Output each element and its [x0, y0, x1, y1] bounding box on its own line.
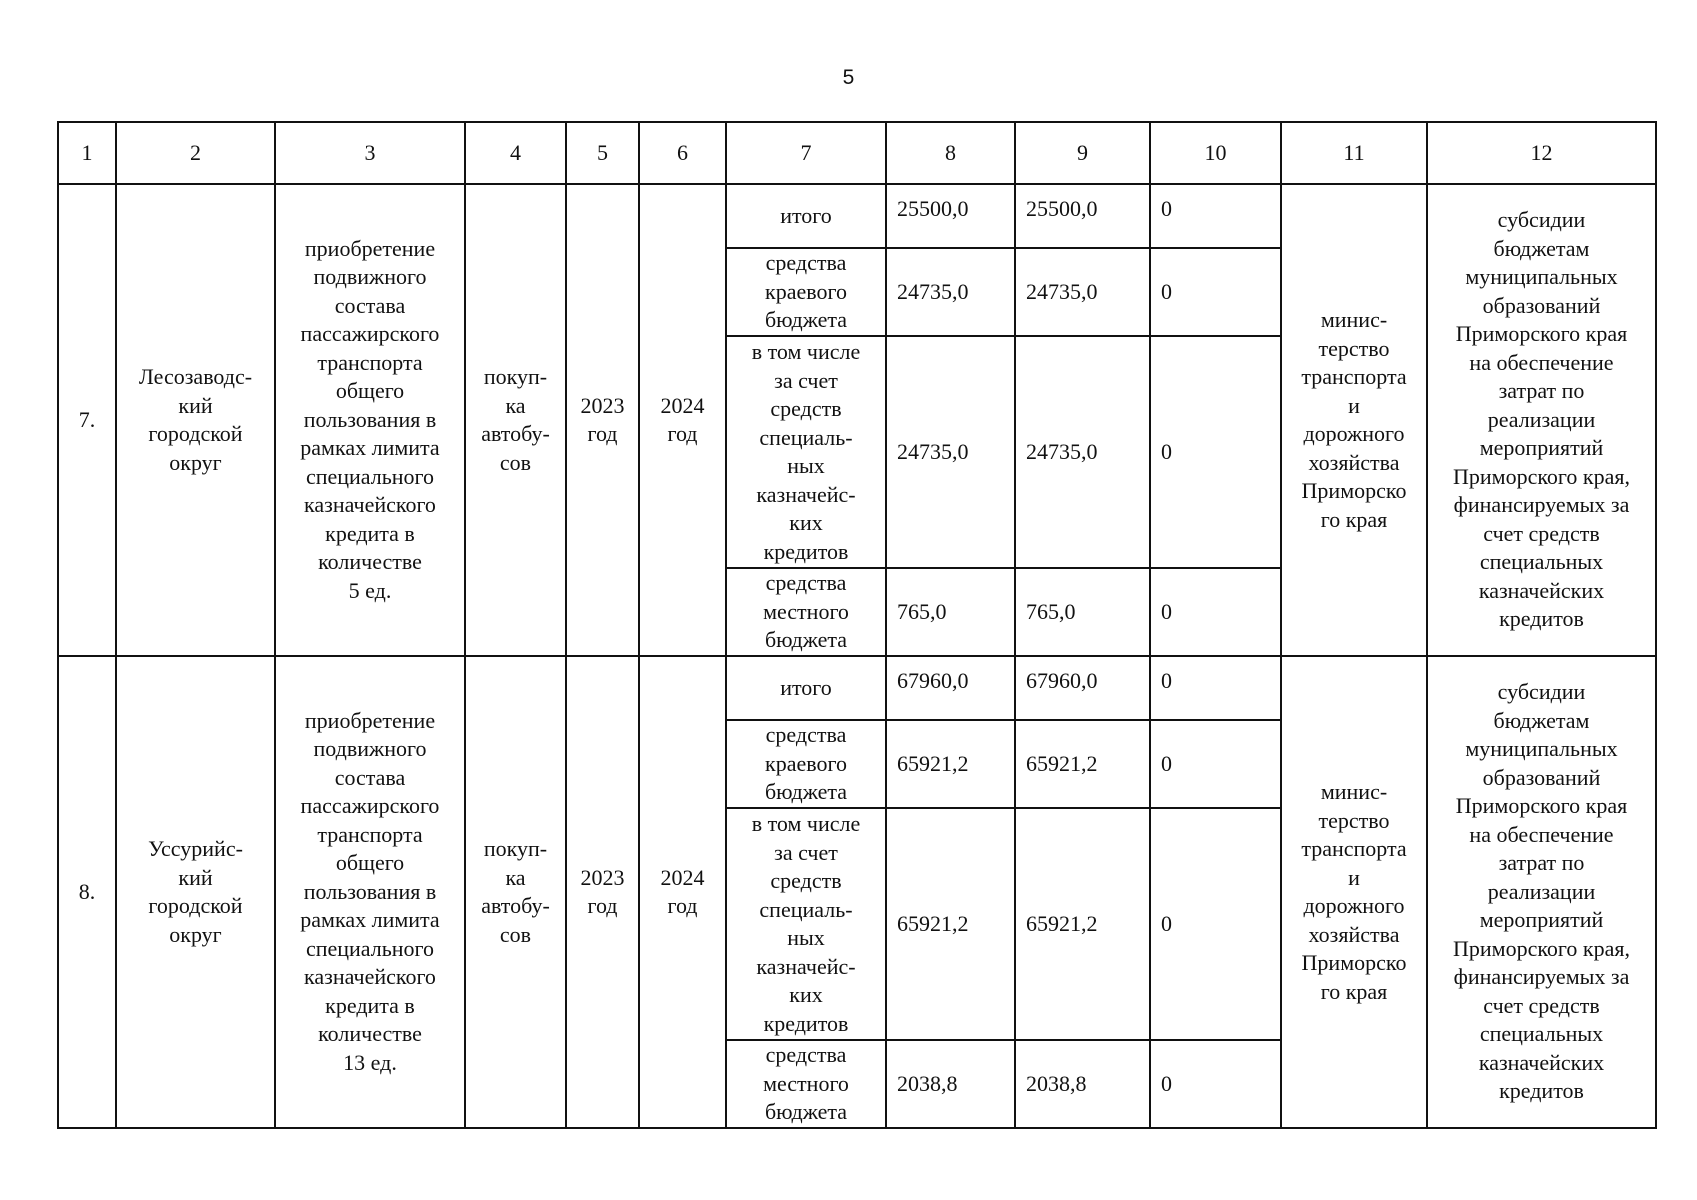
header-cell: 7	[726, 122, 886, 184]
value-cell: 0	[1150, 656, 1281, 720]
start-year-cell: 2023 год	[566, 656, 639, 1128]
value-cell: 0	[1150, 1040, 1281, 1128]
page-number: 5	[842, 66, 855, 89]
table-row	[58, 656, 1656, 720]
header-cell: 5	[566, 122, 639, 184]
value-cell: 67960,0	[1015, 656, 1150, 720]
value-cell: 25500,0	[886, 184, 1015, 248]
action-cell: покуп- ка автобу- сов	[465, 184, 566, 656]
end-year-cell: 2024 год	[639, 656, 726, 1128]
value-cell: 24735,0	[886, 248, 1015, 336]
description-cell: приобретение подвижного состава пассажирского транспорта общего пользования в рамках лимита специального казначейского кредита в количестве 5 ед.	[275, 184, 465, 656]
value-cell: 67960,0	[886, 656, 1015, 720]
start-year-cell: 2023 год	[566, 184, 639, 656]
header-cell: 2	[116, 122, 275, 184]
value-cell: 0	[1150, 184, 1281, 248]
value-cell: 0	[1150, 808, 1281, 1040]
header-cell: 12	[1427, 122, 1656, 184]
note-cell: субсидии бюджетам муниципальных образований Приморского края на обеспечение затрат по реализации мероприятий Приморского края, финансируемых за счет средств специальных казначейских кредитов	[1427, 184, 1656, 656]
value-cell: 65921,2	[886, 720, 1015, 808]
value-cell: 24735,0	[886, 336, 1015, 568]
funding-kind-cell: в том числе за счет средств специаль- ных казначейс- ких кредитов	[726, 336, 886, 568]
value-cell: 0	[1150, 248, 1281, 336]
row-number: 7.	[58, 184, 116, 656]
value-cell: 765,0	[1015, 568, 1150, 656]
action-cell: покуп- ка автобу- сов	[465, 656, 566, 1128]
header-row	[58, 122, 1656, 184]
funding-kind-cell: средства местного бюджета	[726, 1040, 886, 1128]
header-cell: 6	[639, 122, 726, 184]
value-cell: 24735,0	[1015, 248, 1150, 336]
value-cell: 765,0	[886, 568, 1015, 656]
header-cell: 3	[275, 122, 465, 184]
value-cell: 65921,2	[1015, 808, 1150, 1040]
funding-kind-cell: средства краевого бюджета	[726, 248, 886, 336]
municipality-cell: Лесозаводс- кий городской округ	[116, 184, 275, 656]
value-cell: 2038,8	[1015, 1040, 1150, 1128]
header-cell: 11	[1281, 122, 1427, 184]
budget-table	[57, 121, 1657, 1129]
value-cell: 65921,2	[1015, 720, 1150, 808]
header-cell: 1	[58, 122, 116, 184]
value-cell: 0	[1150, 568, 1281, 656]
note-cell: субсидии бюджетам муниципальных образований Приморского края на обеспечение затрат по реализации мероприятий Приморского края, финансируемых за счет средств специальных казначейских кредитов	[1427, 656, 1656, 1128]
funding-kind-cell: средства краевого бюджета	[726, 720, 886, 808]
value-cell: 65921,2	[886, 808, 1015, 1040]
header-cell: 9	[1015, 122, 1150, 184]
row-number: 8.	[58, 656, 116, 1128]
value-cell: 2038,8	[886, 1040, 1015, 1128]
funding-kind-cell: в том числе за счет средств специаль- ных казначейс- ких кредитов	[726, 808, 886, 1040]
executor-cell: минис- терство транспорта и дорожного хозяйства Приморско го края	[1281, 656, 1427, 1128]
funding-kind-cell: итого	[726, 656, 886, 720]
funding-kind-cell: средства местного бюджета	[726, 568, 886, 656]
header-cell: 8	[886, 122, 1015, 184]
value-cell: 24735,0	[1015, 336, 1150, 568]
executor-cell: минис- терство транспорта и дорожного хозяйства Приморско го края	[1281, 184, 1427, 656]
header-cell: 4	[465, 122, 566, 184]
header-cell: 10	[1150, 122, 1281, 184]
description-cell: приобретение подвижного состава пассажирского транспорта общего пользования в рамках лимита специального казначейского кредита в количестве 13 ед.	[275, 656, 465, 1128]
funding-kind-cell: итого	[726, 184, 886, 248]
value-cell: 25500,0	[1015, 184, 1150, 248]
value-cell: 0	[1150, 336, 1281, 568]
value-cell: 0	[1150, 720, 1281, 808]
end-year-cell: 2024 год	[639, 184, 726, 656]
table-row	[58, 184, 1656, 248]
municipality-cell: Уссурийс- кий городской округ	[116, 656, 275, 1128]
